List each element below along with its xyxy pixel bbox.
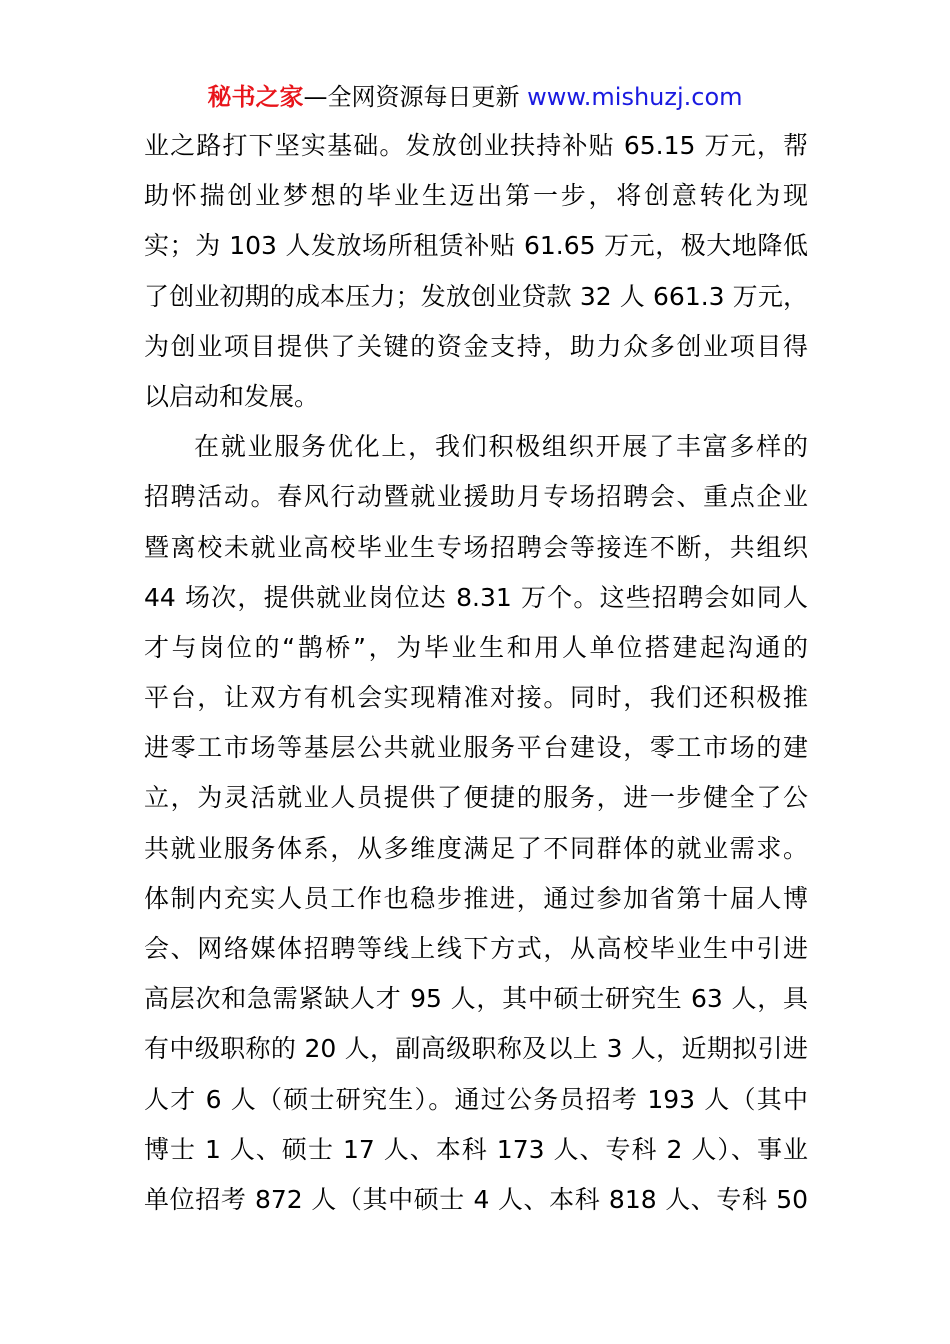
paragraph-start-line: 在就业服务优化上，我们积极组织开展了丰富多样的	[194, 432, 808, 462]
text-line: 了创业初期的成本压力；发放创业贷款 32 人 661.3 万元，	[144, 281, 808, 311]
text-line: 平台，让双方有机会实现精准对接。同时，我们还积极推	[144, 683, 808, 713]
text-line: 会、网络媒体招聘等线上线下方式，从高校毕业生中引进	[144, 934, 808, 963]
text-line: 实；为 103 人发放场所租赁补贴 61.65 万元，极大地降低	[144, 231, 808, 261]
text-line: 为创业项目提供了关键的资金支持，助力众多创业项目得	[144, 331, 808, 361]
text-line: 暨离校未就业高校毕业生专场招聘会等接连不断，共组织	[144, 532, 808, 562]
site-link[interactable]: www.mishuzj.com	[527, 83, 743, 111]
text-line: 才与岗位的“鹊桥”，为毕业生和用人单位搭建起沟通的	[144, 632, 808, 662]
text-line: 业之路打下坚实基础。发放创业扶持补贴 65.15 万元，帮	[144, 131, 808, 160]
page-header	[0, 80, 950, 114]
text-line: 招聘活动。春风行动暨就业援助月专场招聘会、重点企业	[144, 482, 808, 512]
text-line: 有中级职称的 20 人，副高级职称及以上 3 人，近期拟引进	[144, 1034, 808, 1064]
text-line: 高层次和急需紧缺人才 95 人，其中硕士研究生 63 人，具	[144, 984, 808, 1014]
text-line: 体制内充实人员工作也稳步推进，通过参加省第十届人博	[144, 883, 808, 913]
header-tagline: —全网资源每日更新	[303, 83, 520, 111]
brand-name: 秘书之家	[207, 83, 304, 111]
text-line: 共就业服务体系，从多维度满足了不同群体的就业需求。	[144, 833, 808, 863]
text-line: 以启动和发展。	[144, 381, 320, 411]
text-line: 人才 6 人（硕士研究生）。通过公务员招考 193 人（其中	[144, 1084, 808, 1114]
text-line: 立，为灵活就业人员提供了便捷的服务，进一步健全了公	[144, 783, 808, 813]
text-line: 单位招考 872 人（其中硕士 4 人、本科 818 人、专科 50	[144, 1184, 808, 1214]
document-body	[144, 121, 808, 1225]
text-line: 44 场次，提供就业岗位达 8.31 万个。这些招聘会如同人	[144, 582, 808, 612]
text-line: 进零工市场等基层公共就业服务平台建设，零工市场的建	[144, 733, 808, 763]
text-line: 博士 1 人、硕士 17 人、本科 173 人、专科 2 人）、事业	[144, 1134, 808, 1164]
text-line: 助怀揣创业梦想的毕业生迈出第一步，将创意转化为现	[144, 181, 808, 211]
